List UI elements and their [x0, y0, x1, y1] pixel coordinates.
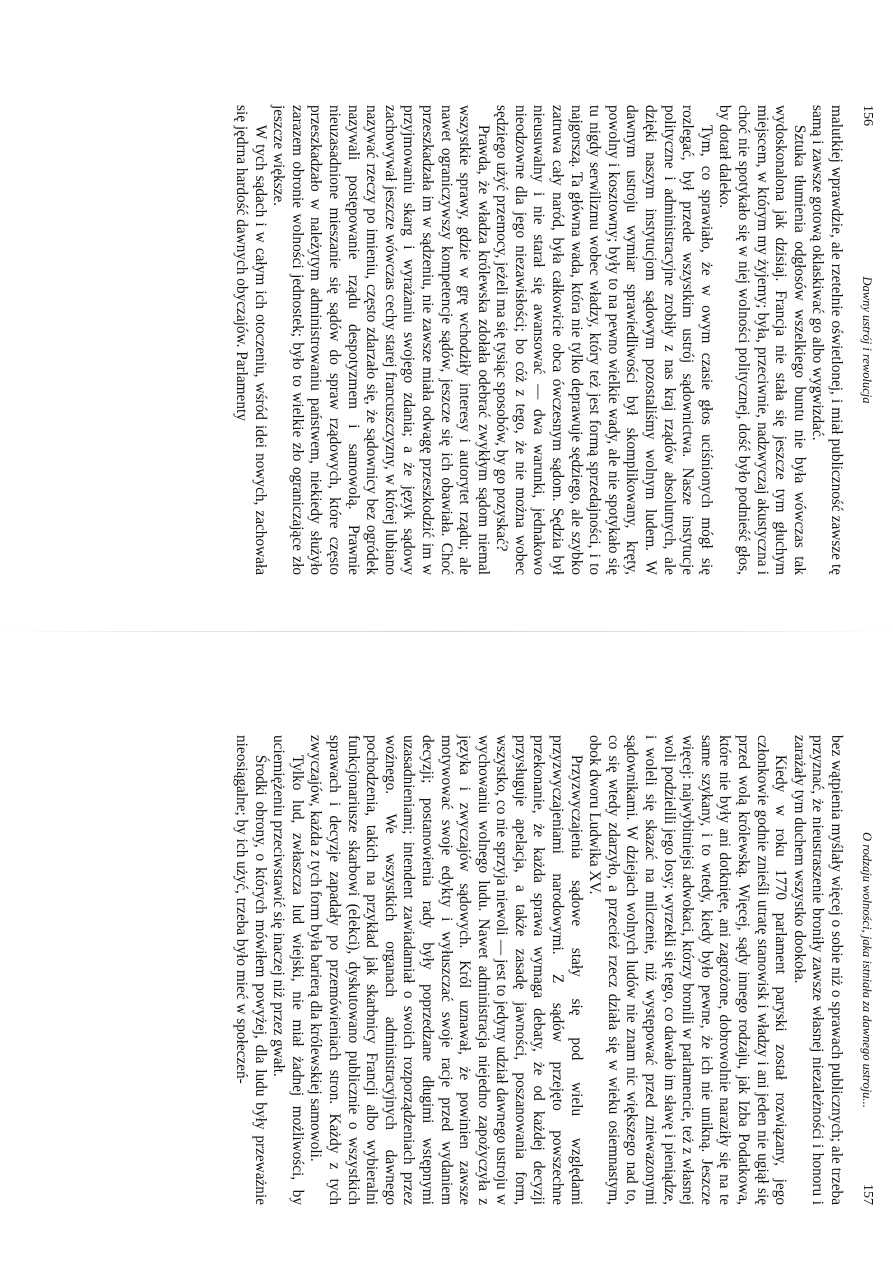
page-fold-divider	[0, 631, 893, 632]
right-page	[0, 670, 893, 1255]
paragraph: Przyzwyczajenia sądowe stały się pod wielu względami przyzwyczajeniami narodowymi. Z sądów przejęto powszechne przekonanie, że każda sprawa wymaga debaty, że od każdej decyzji przysługuje apelacja, a także zasadę jawności, poszanowania form, wszystko, co nie sprzyja niewoli — jest to jedyny udział dawnego ustroju w wychowaniu wolnego ludu. Nawet administracja niejedno zapożyczyła z języka i zwyczajów sądowych. Król uznawał, że powinien zawsze motywować swoje edykty i wyłuszczać swoje racje przed wydaniem decyzji; postanowienia rady były poprzedzane długimi wstępnymi uzasadnieniami; intendent zawiadamiał o swoich rozporządzeniach przez woźnego. We wszystkich organach administracyjnych dawnego pochodzenia, takich na przykład jak skarbnicy Francji albo wybieralni funkcjonariusze skarbowi (elekci), dyskutowano publicznie o wszystkich sprawach i decyzje zapadały po przemówieniach stron. Każdy z tych zwyczajów, każda z tych form była barierą dla królewskiej samowoli.	[307, 735, 585, 1205]
paragraph: bez wątpienia myślały więcej o sobie niż o sprawach publicznych; ale trzeba przyznać, że nieustraszenie broniły zawsze własnej niezależności i honoru i zarażały tym duchem wszystko dookoła.	[790, 735, 845, 1205]
right-running-title: O rodzaju wolności, jaka istniała za dawnego ustroju...	[860, 832, 874, 1108]
paragraph: Sztuka tłumienia odgłosów wszelkiego buntu nie była wówczas tak wydoskonalona jak dzisiaj. Francja nie stała się jeszcze tym głuchym miejscem, w którym my żyjemy; była, przeciwnie, nadzwyczaj akustyczna i choć nie spotykało się w niej wolności politycznej, dość było podnieść głos, by dotarł daleko.	[716, 105, 808, 575]
left-running-title: Dawny ustrój i rewolucja	[860, 276, 874, 404]
paragraph: Środki obrony, o których mówiłem powyżej, dla ludu były przeważnie nieosiągalne; by ich użyć, trzeba było mieć w społeczeń-	[233, 735, 269, 1205]
paragraph: Kiedy w roku 1770 parlament paryski został rozwiązany, jego członkowie godnie znieśli utratę stanowisk i władzy i ani jeden nie ugiął się przed wolą królewską. Więcej, sądy innego rodzaju, jak Izba Podatkowa, które nie były ani dotknięte, ani zagrożone, dobrowolnie naraziły się na te same szykany, i to wtedy, kiedy było pewne, że ich nie unikną. Jeszcze więcej: najwybitniejsi adwokaci, którzy bronili w parlamencie, też z własnej woli podzielili jego losy; wyrzekli się tego, co dawało im sławę i pieniądze, i woleli się skazać na milczenie, niż występować przed zniewazonymi sądownikami. W dziejach wolnych ludów nie znam nic większego nad to, co się wtedy zdarzyło, a przecież rzecz działa się w wieku osiemnastym, obok dworu Ludwika XV.	[586, 735, 790, 1205]
paragraph: Tym, co sprawiało, że w owym czasie głos uciśnionych mógł się rozlegać, był przede wszystkim ustrój sądownictwa. Nasze instytucje polityczne i administracyjne zrobiły z nas kraj rządów absolutnych, ale dzięki naszym instytucjom sądowym pozostaliśmy wolnym ludem. W dawnym ustroju wymiar sprawiedliwości był skomplikowany, kręty, powolny i kosztowny; były to na pewno wielkie wady, ale nie spotykało się tu nigdy serwilizmu wobec władzy, który też jest formą sprzedajności, i to najgorszą. Ta główna wada, która nie tylko deprawuje sędziego, ale szybko zatruwa cały naród, była całkowicie obca ówczesnym sądom. Sędzia był nieusuwalny i nie starał się awansować — dwa warunki, jednakowo nieodzowne dla jego niezawisłości; bo cóż z tego, że nie można wobec sędziego użyć przemocy, jeżeli ma się tysiąc sposobów, by go pozyskać?	[493, 105, 715, 575]
paragraph: malutkiej wprawdzie, ale rzetelnie oświetlonej, i miał publiczność zawsze tę samą i zawsze gotową oklaskiwać go albo wygwizdać.	[809, 105, 845, 575]
left-page-header	[853, 105, 875, 575]
paragraph: W tych sądach i w całym ich otoczeniu, wśród idei nowych, zachowała się jędrna hardość dawnych obyczajów. Parlamenty	[233, 105, 269, 575]
right-page-body	[231, 735, 845, 1205]
left-page-body	[231, 105, 845, 575]
paragraph: Tylko lud, zwłaszcza lud wiejski, nie miał żadnej możliwości, by uciemiężeniu przeciwstawić się inaczej niż przez gwałt.	[270, 735, 306, 1205]
paragraph: Prawda, że władza królewska zdołała odebrać zwykłym sądom niemal wszystkie sprawy, gdzie w grę wchodziły interesy i autorytet rządu; ale nawet ograniczywszy kompetencje sądów, jeszcze się ich obawiała. Choć przeszkadzała im w sądzeniu, nie zawsze miała odwagę przeszkodzić im w przyjmowaniu skarg i wyrażaniu swojego zdania; a że język sądowy zachowywał jeszcze wówczas cechy starej francuszczyzny, w której lubiano nazywać rzeczy po imieniu, często zdarzało się, że sądownicy bez ogródek nazywali postępowanie rządu despotyzmem i samowolą. Prawnie nieuzasadnione mieszanie się sądów do spraw rządowych, które często przeszkadzało w należytym administrowaniu państwem, niekiedy służyło zarazem obronie wolności jednostek; było to wielkie zło ograniczające zło jeszcze większe.	[270, 105, 492, 575]
right-page-number: 157	[860, 1184, 875, 1205]
right-page-header	[853, 735, 875, 1205]
left-page	[0, 40, 893, 625]
left-page-number: 156	[860, 105, 875, 126]
